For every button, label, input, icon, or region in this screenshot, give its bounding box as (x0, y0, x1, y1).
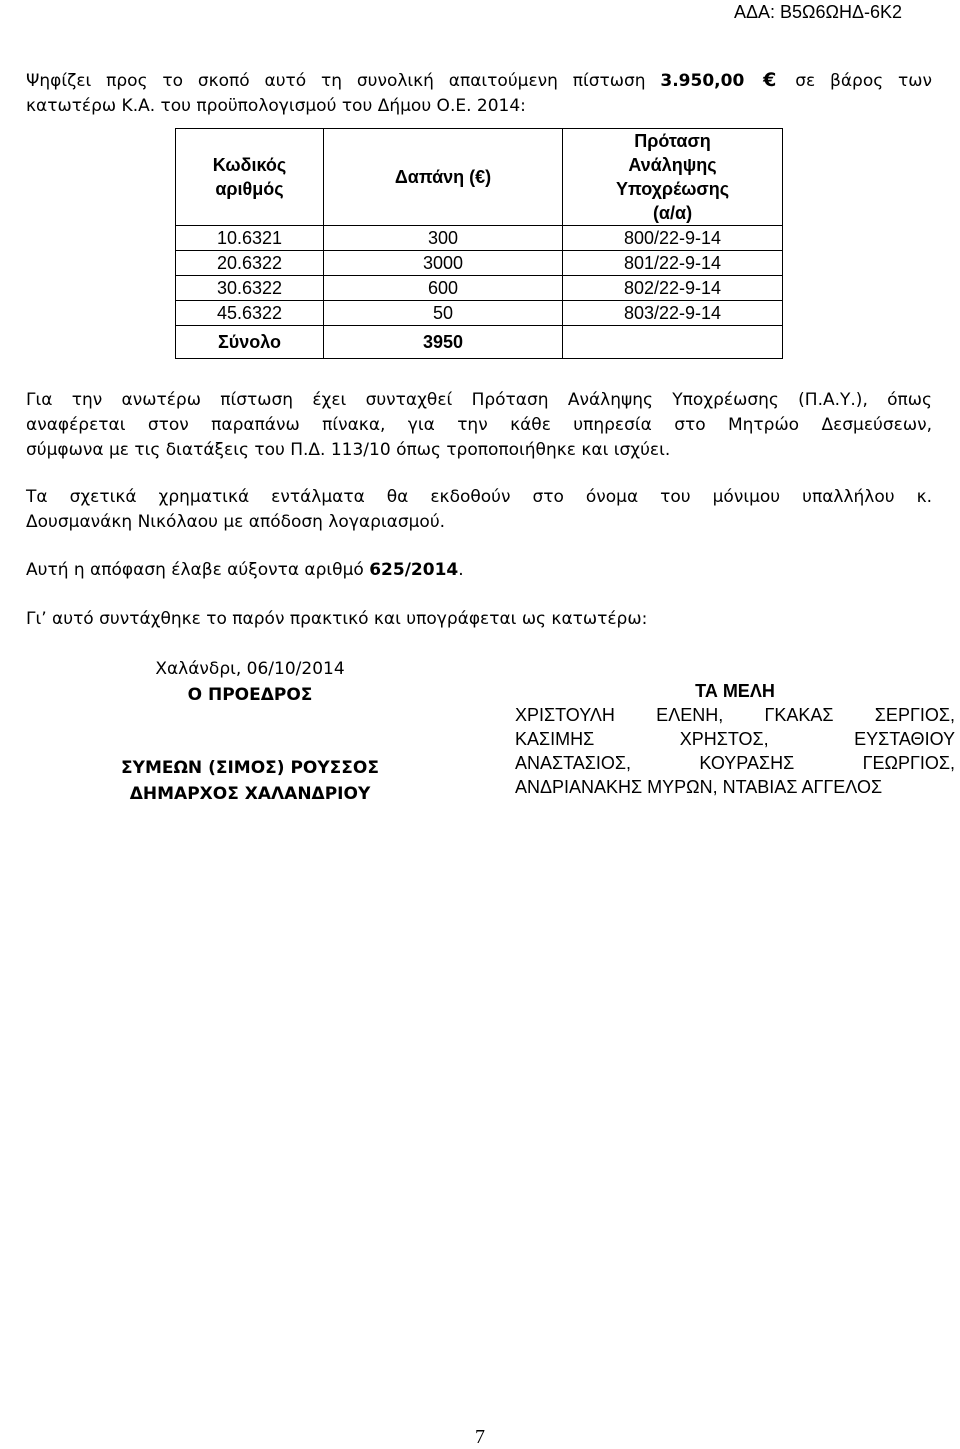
row-code: 30.6322 (176, 276, 324, 301)
members-line: ΚΑΣΙΜΗΣ ΧΡΗΣΤΟΣ, ΕΥΣΤΑΘΙΟΥ (515, 729, 955, 749)
row-proposal: 802/22-9-14 (563, 276, 783, 301)
total-value: 3950 (324, 326, 563, 359)
payment-paragraph (26, 485, 932, 535)
members-line: ΑΝΔΡΙΑΝΑΚΗΣ ΜΥΡΩΝ, ΝΤΑΒΙΑΣ ΑΓΓΕΛΟΣ (515, 777, 883, 797)
intro-line-2: κατωτέρω Κ.Α. του προϋπολογισμού του Δήμου Ο.Ε. 2014: (26, 96, 526, 116)
budget-table (175, 128, 783, 359)
payment-line: Δουσμανάκη Νικόλαου με απόδοση λογαριασμού. (26, 512, 446, 532)
members-title: ΤΑ ΜΕΛΗ (695, 681, 775, 701)
row-expense: 50 (324, 301, 563, 326)
decision-number: 625/2014 (369, 560, 459, 580)
row-code: 45.6322 (176, 301, 324, 326)
decision-text: Αυτή η απόφαση έλαβε αύξοντα αριθμό (26, 560, 364, 580)
decision-number-paragraph (26, 558, 932, 583)
members-line: ΧΡΙΣΤΟΥΛΗ ΕΛΕΝΗ, ΓΚΑΚΑΣ ΣΕΡΓΙΟΣ, (515, 705, 955, 725)
closing-paragraph: Γι’ αυτό συντάχθηκε το παρόν πρακτικό και υπογράφεται ως κατωτέρω: (26, 609, 648, 629)
row-expense: 3000 (324, 251, 563, 276)
intro-paragraph (26, 68, 932, 119)
president-signature (80, 656, 420, 807)
intro-amount: 3.950,00 (660, 71, 745, 91)
commitment-line: σύμφωνα με τις διατάξεις του Π.Δ. 113/10 όπως τροποποιήθηκε και ισχύει. (26, 440, 671, 460)
header-expense: Δαπάνη (€) (324, 129, 563, 226)
row-proposal: 803/22-9-14 (563, 301, 783, 326)
intro-text-end: σε βάρος των (795, 71, 933, 91)
ada-code: ΑΔΑ: Β5Ω6ΩΗΔ-6Κ2 (733, 2, 902, 22)
euro-symbol: € (763, 69, 777, 91)
president-role: Ο ΠΡΟΕΔΡΟΣ (187, 685, 313, 705)
header-code: Κωδικός αριθμός (176, 129, 324, 226)
table-total-row (176, 326, 783, 359)
commitment-line: αναφέρεται στον παραπάνω πίνακα, για την κάθε υπηρεσία στο Μητρώο Δεσμεύσεων, (26, 415, 932, 435)
members-line: ΑΝΑΣΤΑΣΙΟΣ, ΚΟΥΡΑΣΗΣ ΓΕΩΡΓΙΟΣ, (515, 753, 955, 773)
commitment-line: Για την ανωτέρω πίστωση έχει συνταχθεί Πρόταση Ανάληψης Υποχρέωσης (Π.Α.Υ.), όπως (26, 390, 932, 410)
row-proposal: 801/22-9-14 (563, 251, 783, 276)
row-proposal: 800/22-9-14 (563, 226, 783, 251)
place-date: Χαλάνδρι, 06/10/2014 (155, 659, 345, 679)
page-number: 7 (475, 1426, 485, 1448)
total-label: Σύνολο (176, 326, 324, 359)
total-empty (563, 326, 783, 359)
president-title: ΔΗΜΑΡΧΟΣ ΧΑΛΑΝΔΡΙΟΥ (129, 784, 371, 804)
intro-text: Ψηφίζει προς το σκοπό αυτό τη συνολική απαιτούμενη πίστωση (26, 71, 646, 91)
table-row (176, 276, 783, 301)
table-row (176, 251, 783, 276)
table-row (176, 226, 783, 251)
commitment-paragraph (26, 388, 932, 463)
payment-line: Τα σχετικά χρηματικά εντάλματα θα εκδοθούν στο όνομα του μόνιμου υπαλλήλου κ. (26, 487, 932, 507)
intro-line-1 (26, 68, 932, 94)
row-code: 20.6322 (176, 251, 324, 276)
president-name: ΣΥΜΕΩΝ (ΣΙΜΟΣ) ΡΟΥΣΣΟΣ (121, 758, 379, 778)
table-header-row (176, 129, 783, 226)
members-block (515, 679, 955, 799)
decision-end: . (458, 560, 464, 580)
row-expense: 600 (324, 276, 563, 301)
header-proposal: Πρόταση Ανάληψης Υποχρέωσης (α/α) (563, 129, 783, 226)
row-code: 10.6321 (176, 226, 324, 251)
row-expense: 300 (324, 226, 563, 251)
table-row (176, 301, 783, 326)
